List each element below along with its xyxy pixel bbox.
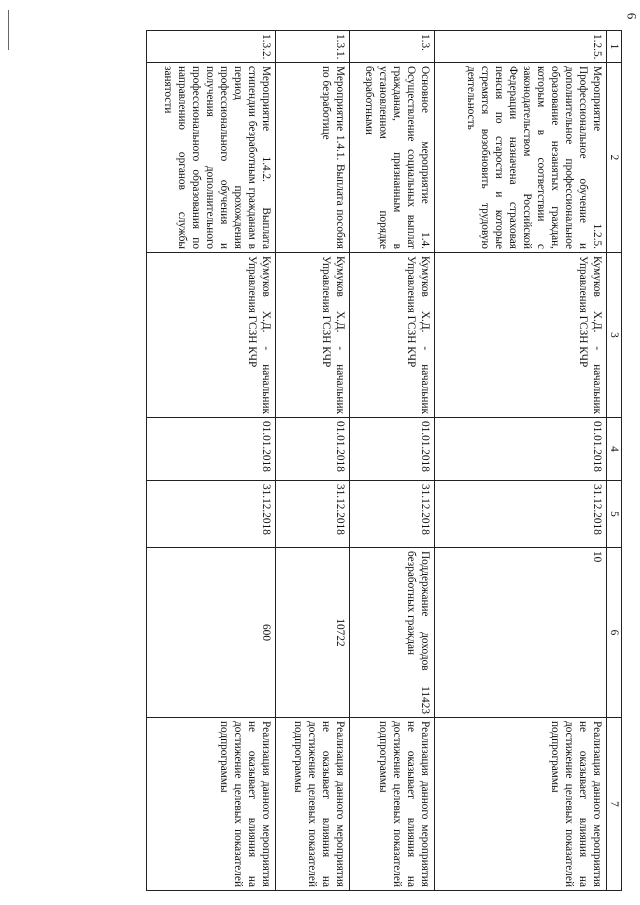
table-row: [147, 31, 276, 891]
page-number: 6: [623, 12, 639, 20]
table-row: [350, 31, 435, 891]
note: Реализация данного мероприятия не оказывает влияния на достижение целевых показателей подпрограммы: [350, 718, 435, 891]
header-row: [607, 31, 622, 891]
note: Реализация данного мероприятия не оказывает влияния на достижение целевых показателей подпрограммы: [147, 718, 276, 891]
col-header-3: 3: [607, 253, 622, 418]
start-date: 01.01.2018: [350, 418, 435, 481]
executor: Кумуков Х.Д. - начальник Управления ГСЗН КЧР: [435, 253, 607, 418]
row-number: 1.2.5.: [435, 31, 607, 63]
executor: Кумуков Х.Д. - начальник Управления ГСЗН КЧР: [350, 253, 435, 418]
expected-result: Поддержание доходов 11423 безработных граждан: [350, 548, 435, 718]
row-number: 1.3.: [350, 31, 435, 63]
col-header-1: 1: [607, 31, 622, 63]
rotated-page: [62, 30, 622, 890]
col-header-4: 4: [607, 418, 622, 481]
activity-name: Мероприятие 1.4.1. Выплата пособия по безработице: [276, 63, 350, 253]
table-row: [435, 31, 607, 891]
row-number: 1.3.1.: [276, 31, 350, 63]
col-header-2: 2: [607, 63, 622, 253]
col-header-6: 6: [607, 548, 622, 718]
expected-result: 10722: [276, 548, 350, 718]
activity-name: Мероприятие 1.4.2. Выплата стипендии безработным гражданам в период прохождения профессионального обучения и получения дополнительного профессионального образования по направлению органов службы занятости: [147, 63, 276, 253]
end-date: 31.12.2018: [350, 481, 435, 548]
executor: Кумуков Х.Д. - начальник Управления ГСЗН КЧР: [276, 253, 350, 418]
row-number: 1.3.2.: [147, 31, 276, 63]
col-header-7: 7: [607, 718, 622, 891]
table-row: [276, 31, 350, 891]
start-date: 01.01.2018: [435, 418, 607, 481]
start-date: 01.01.2018: [147, 418, 276, 481]
end-date: 31.12.2018: [435, 481, 607, 548]
activity-name: Основное мероприятие 1.4. Осуществление социальных выплат гражданам, признанным в установленном порядке безработными: [350, 63, 435, 253]
note: Реализация данного мероприятия не оказывает влияния на достижение целевых показателей подпрограммы: [276, 718, 350, 891]
col-header-5: 5: [607, 481, 622, 548]
margin-mark: [8, 10, 9, 50]
executor: Кумуков Х.Д. - начальник Управления ГСЗН КЧР: [147, 253, 276, 418]
expected-result: 10: [435, 548, 607, 718]
expected-result: 600: [147, 548, 276, 718]
activity-name: Мероприятие 1.2.5. Профессиональное обучение и дополнительное профессиональное образование незанятых граждан, которым в соответствии с законодательством Российской Федерации назначена страховая пенсия по старости и которые стремятся возобновить трудовую деятельность: [435, 63, 607, 253]
start-date: 01.01.2018: [276, 418, 350, 481]
end-date: 31.12.2018: [147, 481, 276, 548]
activities-table: [146, 30, 622, 891]
note: Реализация данного мероприятия не оказывает влияния на достижение целевых показателей подпрограммы: [435, 718, 607, 891]
end-date: 31.12.2018: [276, 481, 350, 548]
